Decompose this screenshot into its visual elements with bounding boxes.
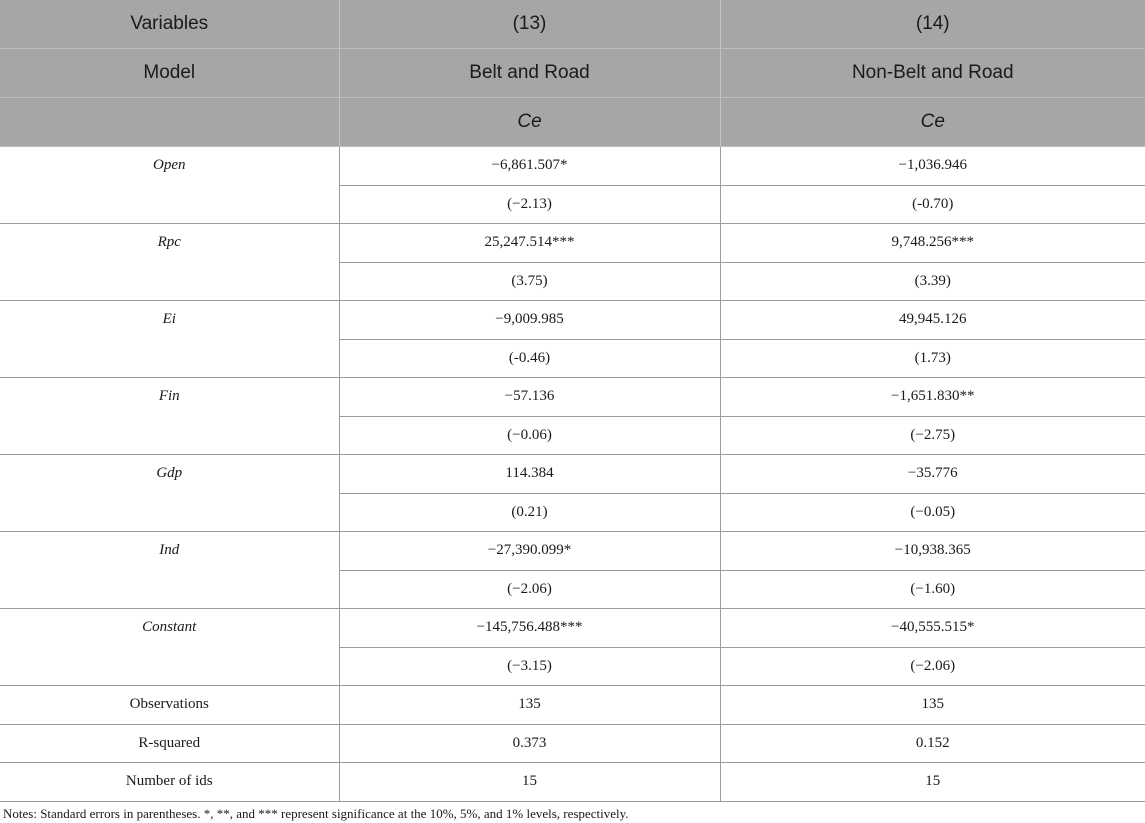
standard-error-13: (-0.46) <box>339 339 720 378</box>
standard-error-14: (1.73) <box>720 339 1145 378</box>
coefficient-14: −35.776 <box>720 455 1145 494</box>
stat-value-13: 135 <box>339 686 720 725</box>
coefficient-13: 25,247.514*** <box>339 224 720 263</box>
table-row-coefficient <box>0 224 1145 263</box>
coefficient-13: −145,756.488*** <box>339 609 720 648</box>
coefficient-14: −40,555.515* <box>720 609 1145 648</box>
standard-error-14: (−1.60) <box>720 570 1145 609</box>
standard-error-13: (−2.06) <box>339 570 720 609</box>
table-body <box>0 147 1145 802</box>
table-row-coefficient <box>0 301 1145 340</box>
header-variables-label: Variables <box>0 0 339 49</box>
header-col-13: (13) <box>339 0 720 49</box>
table-row-coefficient <box>0 609 1145 648</box>
standard-error-14: (-0.70) <box>720 185 1145 224</box>
standard-error-13: (0.21) <box>339 493 720 532</box>
coefficient-14: −1,651.830** <box>720 378 1145 417</box>
coefficient-13: −27,390.099* <box>339 532 720 571</box>
stat-label: Observations <box>0 686 339 725</box>
coefficient-13: 114.384 <box>339 455 720 494</box>
standard-error-14: (−2.75) <box>720 416 1145 455</box>
coefficient-14: −10,938.365 <box>720 532 1145 571</box>
variable-name: Ind <box>0 532 339 609</box>
standard-error-13: (−2.13) <box>339 185 720 224</box>
header-dependent-13: Ce <box>339 98 720 147</box>
table-row-coefficient <box>0 378 1145 417</box>
variable-name: Ei <box>0 301 339 378</box>
standard-error-13: (−0.06) <box>339 416 720 455</box>
header-row-model <box>0 49 1145 98</box>
coefficient-13: −6,861.507* <box>339 147 720 186</box>
stat-label: Number of ids <box>0 763 339 802</box>
variable-name: Gdp <box>0 455 339 532</box>
coefficient-14: −1,036.946 <box>720 147 1145 186</box>
variable-name: Fin <box>0 378 339 455</box>
coefficient-14: 49,945.126 <box>720 301 1145 340</box>
table-notes: Notes: Standard errors in parentheses. *, **, and *** represent significance at the 10%, 5%, and 1% levels, respectively. <box>3 806 629 821</box>
standard-error-13: (3.75) <box>339 262 720 301</box>
header-dependent-14: Ce <box>720 98 1145 147</box>
header-model-14: Non-Belt and Road <box>720 49 1145 98</box>
header-model-13: Belt and Road <box>339 49 720 98</box>
stat-value-14: 0.152 <box>720 724 1145 763</box>
standard-error-13: (−3.15) <box>339 647 720 686</box>
standard-error-14: (−0.05) <box>720 493 1145 532</box>
variable-name: Open <box>0 147 339 224</box>
coefficient-13: −9,009.985 <box>339 301 720 340</box>
standard-error-14: (−2.06) <box>720 647 1145 686</box>
table-row-number-of-ids <box>0 763 1145 802</box>
variable-name: Rpc <box>0 224 339 301</box>
table-row-coefficient <box>0 147 1145 186</box>
header-row-dependent <box>0 98 1145 147</box>
coefficient-14: 9,748.256*** <box>720 224 1145 263</box>
table-row-coefficient <box>0 455 1145 494</box>
coefficient-13: −57.136 <box>339 378 720 417</box>
table-row-observations <box>0 686 1145 725</box>
stat-value-13: 15 <box>339 763 720 802</box>
stat-value-14: 135 <box>720 686 1145 725</box>
header-row-variables <box>0 0 1145 49</box>
stat-label: R-squared <box>0 724 339 763</box>
table-row-coefficient <box>0 532 1145 571</box>
table-row-r-squared <box>0 724 1145 763</box>
stat-value-14: 15 <box>720 763 1145 802</box>
table-header <box>0 0 1145 147</box>
variable-name: Constant <box>0 609 339 686</box>
header-dependent-label <box>0 98 339 147</box>
header-col-14: (14) <box>720 0 1145 49</box>
stat-value-13: 0.373 <box>339 724 720 763</box>
header-model-label: Model <box>0 49 339 98</box>
standard-error-14: (3.39) <box>720 262 1145 301</box>
